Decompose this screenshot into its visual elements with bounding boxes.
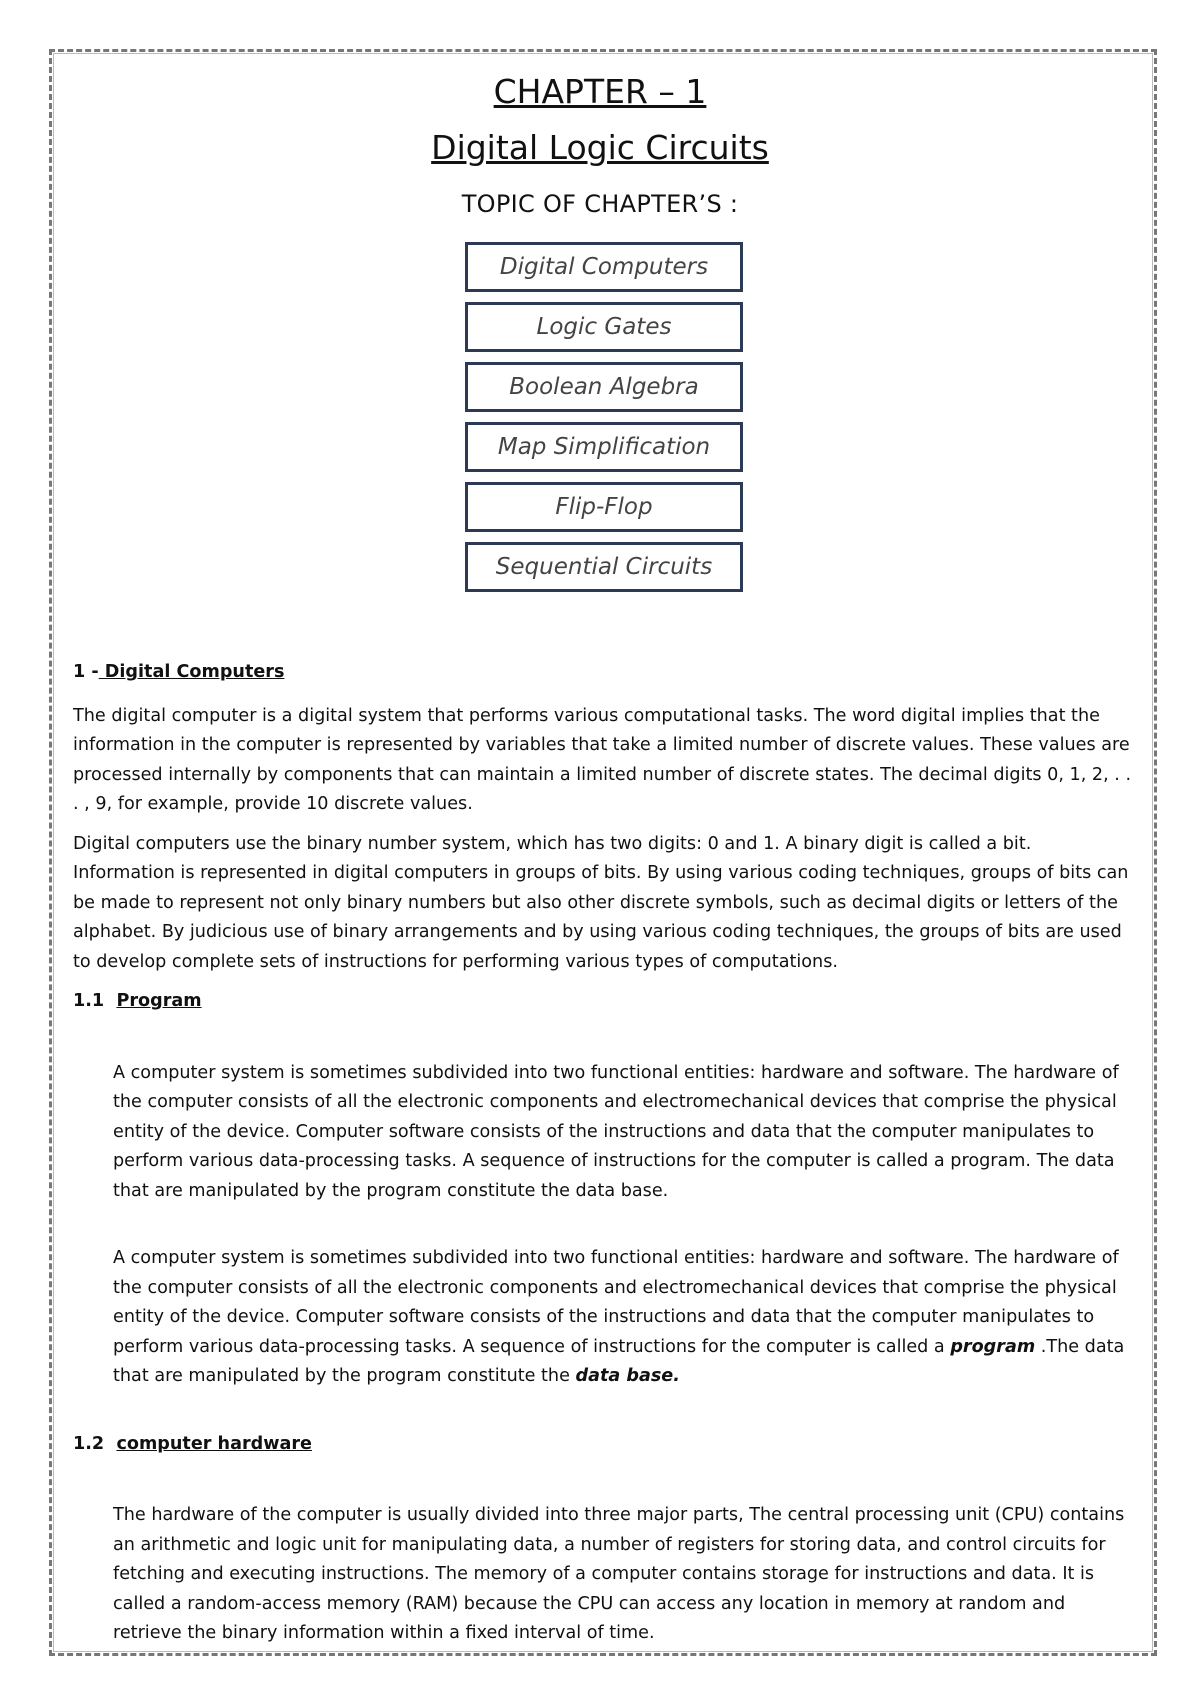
topics-heading: TOPIC OF CHAPTER’S : <box>461 190 739 218</box>
topic-box: Logic Gates <box>465 302 743 352</box>
section-1-title: Digital Computers <box>98 662 285 682</box>
section-1-heading <box>73 658 1133 688</box>
chapter-heading: CHAPTER – 1 <box>493 72 707 111</box>
chapter-title: Digital Logic Circuits <box>431 128 769 167</box>
section-1-2-title: computer hardware <box>116 1433 312 1454</box>
topics-list <box>465 242 743 602</box>
topic-box: Boolean Algebra <box>465 362 743 412</box>
topic-box: Digital Computers <box>465 242 743 292</box>
section-1-number: 1 - <box>73 662 99 682</box>
section-1-2-heading <box>73 1430 1133 1460</box>
topic-box: Sequential Circuits <box>465 542 743 592</box>
term-data-base: data base. <box>575 1366 680 1386</box>
section-1-1-paragraph: A computer system is sometimes subdivided into two functional entities: hardware and software. The hardware of the computer consists of all the electronic components and electromechanical devices that comprise the physical entity of the device. Computer software consists of the instructions and data that the computer manipulates to perform various data-processing tasks. A sequence of instructions for the computer is called a program. The data that are manipulated by the program constitute the data base. <box>113 1062 1119 1201</box>
term-program: program <box>950 1336 1036 1357</box>
section-1-1-title: Program <box>116 991 202 1011</box>
section-1-1-paragraph-2: A computer system is sometimes subdivided into two functional entities: hardware and software. The hardware of the computer consists of all the electronic components and electromechanical devices that comprise the physical entity of the device. Computer software consists of the instructions and data that the computer manipulates to perform various data-processing tasks. A sequence of instructions for the computer is called a program .The data that are manipulated by the program constitute the data base. <box>113 1248 1125 1386</box>
section-1-paragraph: Digital computers use the binary number system, which has two digits: 0 and 1. A binary digit is called a bit. Information is represented in digital computers in groups of bits. By using various coding techniques, groups of bits can be made to represent not only binary numbers but also other discrete symbols, such as decimal digits or letters of the alphabet. By judicious use of binary arrangements and by using various coding techniques, the groups of bits are used to develop complete sets of instructions for performing various types of computations. <box>73 833 1129 972</box>
topic-box: Flip-Flop <box>465 482 743 532</box>
section-1-2-paragraph: The hardware of the computer is usually divided into three major parts, The central processing unit (CPU) contains an arithmetic and logic unit for manipulating data, a number of registers for storing data, and control circuits for fetching and executing instructions. The memory of a computer contains storage for instructions and data. It is called a random-access memory (RAM) because the CPU can access any location in memory at random and retrieve the binary information within a fixed interval of time. <box>113 1505 1125 1643</box>
section-1-1-number: 1.1 <box>73 991 105 1011</box>
section-1-2-number: 1.2 <box>73 1433 105 1454</box>
section-1-paragraph: The digital computer is a digital system that performs various computational tasks. The word digital implies that the information in the computer is represented by variables that take a limited number of discrete values. These values are processed internally by components that can maintain a limited number of discrete states. The decimal digits 0, 1, 2, . . . , 9, for example, provide 10 discrete values. <box>73 705 1132 814</box>
topic-box: Map Simplification <box>465 422 743 472</box>
section-1-1-heading <box>73 987 1133 1017</box>
document-body <box>73 658 1133 1659</box>
